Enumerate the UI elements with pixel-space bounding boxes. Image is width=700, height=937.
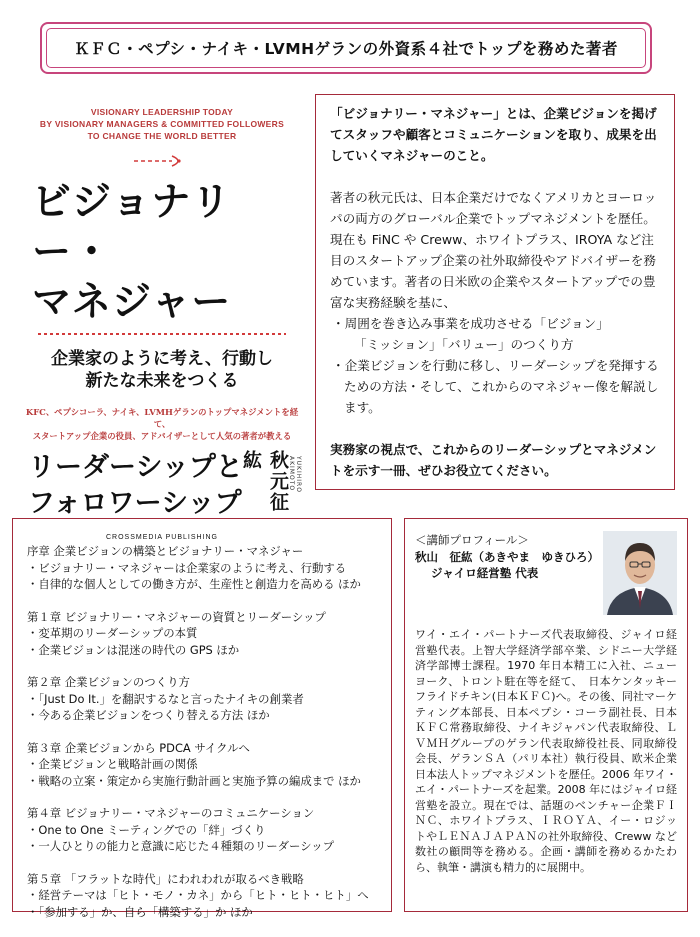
toc-chapter-title: 序章 企業ビジョンの構築とビジョナリー・マネジャー xyxy=(27,544,304,558)
cover-subtitle xyxy=(18,348,306,392)
cover-tagline xyxy=(18,406,306,442)
speaker-portrait xyxy=(603,531,677,615)
profile-heading: ＜講師プロフィール＞ xyxy=(415,533,529,547)
toc-item: ・今ある企業ビジョンをつくり替える方法 ほか xyxy=(27,708,270,722)
toc-chapter xyxy=(27,609,381,659)
cover-english-tagline xyxy=(18,106,306,142)
cover-title-line: マネジャー xyxy=(32,280,232,325)
toc-item: ・自律的な個人としての働き方が、生産性と創造力を高める ほか xyxy=(27,577,361,591)
cover-tagline-line: KFC、ペプシコーラ、ナイキ、LVMHゲランのトップマネジメントを経て、 xyxy=(25,407,299,429)
cover-big-title xyxy=(28,450,243,522)
cover-subtitle-line: 新たな未来をつくる xyxy=(85,371,239,391)
speaker-name: 秋山 征紘（あきやま ゆきひろ） xyxy=(415,549,599,564)
description-box xyxy=(315,94,675,490)
cover-top-line: TO CHANGE THE WORLD BETTER xyxy=(87,131,237,141)
toc-item: ・「参加する」か、自ら「構築する」か ほか xyxy=(27,904,253,919)
toc-item: ・戦略の立案・策定から実施行動計画と実施予算の編成まで ほか xyxy=(27,773,361,788)
cover-author: 秋元征紘 xyxy=(240,450,289,513)
toc-chapter-title: 第５章 「フラットな時代」にわれわれが取るべき戦略 xyxy=(27,871,304,886)
description-bullet: ・企業ビジョンを行動に移し、リーダーシップを発揮するための方法・そして、これからのマネジャー像を解説します。 xyxy=(332,358,659,415)
cover-author-english: YUKIHIRO AKIMOTO xyxy=(288,456,302,493)
speaker-title: ジャイロ経営塾 代表 xyxy=(431,565,539,580)
toc-item: ・企業ビジョンと戦略計画の関係 xyxy=(27,757,198,771)
book-cover xyxy=(18,88,306,541)
cover-top-line: BY VISIONARY MANAGERS & COMMITTED FOLLOWERS xyxy=(39,119,285,129)
cover-top-line: VISIONARY LEADERSHIP TODAY xyxy=(90,107,234,117)
cover-big-line: フォロワーシップ xyxy=(28,488,242,519)
description-bullet-cont: 「ミッション」「バリュー」のつくり方 xyxy=(354,337,574,352)
toc-chapter-title: 第１章 ビジョナリー・マネジャーの資質とリーダーシップ xyxy=(27,609,326,624)
cover-big-line: リーダーシップと xyxy=(28,452,243,483)
description-body: 著者の秋元氏は、日本企業だけでなくアメリカとヨーロッパの両方のグローバル企業でトップマネジメントを歴任。現在も FiNC や Creww、ホワイトプラス、IROYA など注目のスタートアップ企業の社外取締役やアドバイザーを務めています。著者の日米欧の企業やスタートアップでの豊富な実務経験を基に、 xyxy=(330,190,657,310)
toc-item: ・経営テーマは「ヒト・モノ・カネ」から「ヒト・ヒト・ヒト」へ xyxy=(27,888,369,902)
cover-subtitle-line: 企業家のように考え、行動し xyxy=(50,349,274,369)
toc-item: ・一人ひとりの能力と意識に応じた４種類のリーダーシップ xyxy=(27,839,335,853)
toc-item: ・ビジョナリー・マネジャーは企業家のように考え、行動する xyxy=(27,560,347,575)
speaker-profile xyxy=(404,518,688,912)
cover-title xyxy=(18,178,306,328)
cover-divider xyxy=(18,330,306,338)
description-lead: 「ビジョナリー・マネジャー」とは、企業ビジョンを掲げてスタッフや顧客とコミュニケーションを取り、成果を出していくマネジャーのこと。 xyxy=(330,106,657,163)
description-bullet: ・周囲を巻き込み事業を成功させる「ビジョン」 xyxy=(332,316,609,331)
toc-chapter xyxy=(27,805,381,855)
toc-chapter xyxy=(27,674,381,724)
toc-chapter-title: 第４章 ビジョナリー・マネジャーのコミュニケーション xyxy=(27,806,315,820)
toc-chapter xyxy=(27,543,381,593)
eye-arrow-icon xyxy=(132,154,192,168)
toc-chapter xyxy=(27,740,381,790)
toc-chapter-title: 第２章 企業ビジョンのつくり方 xyxy=(27,675,190,689)
speaker-bio: ワイ・エイ・パートナーズ代表取締役、ジャイロ経営塾代表。上智大学経済学部卒業、シドニー大学経済学部博士課程。1970 年日本精工に入社、ニューヨーク、トロント駐在等を経て、 日本ケンタッキーフライドチキン(日本ＫＦＣ)へ。その後、同社マーケティング本部長、日本ペプシ・コーラ副社長、日本ＫＦＣ常務取締役、ナイキジャパン代表取締役、ＬＶＭＨグループのゲラン代表取締役社長、同取締役会長、ゲランＳＡ（パリ本社）執行役員、欧米企業日本法人トップマネジメントを歴任。2006 年ワイ・エイ・パートナーズを起業。2008 年にはジャイロ経営塾を設立。現在では、話題のベンチャー企業ＦＩＮＣ、ホワイトプラス、ＩＲＯＹＡ、イー・ロジットやＬＥＮＡＪＡＰＡＮの社外取締役、Creww など数社の顧問等を務める。企画・講師を務めるかたわら、執筆・講演も精力的に展開中。 xyxy=(415,628,677,874)
toc-item: ・企業ビジョンは混迷の時代の GPS ほか xyxy=(27,642,240,657)
toc-chapter xyxy=(27,871,381,921)
cover-tagline-line: スタートアップ企業の役員、アドバイザーとして人気の著者が教える xyxy=(32,431,292,441)
description-closing: 実務家の視点で、これからのリーダーシップとマネジメントを示す一冊、ぜひお役立てください。 xyxy=(330,442,657,478)
toc-item: ・「Just Do It.」を翻訳するなと言ったナイキの創業者 xyxy=(27,691,304,706)
cover-title-line: ビジョナリー・ xyxy=(32,180,232,275)
cover-publisher: CROSSMEDIA PUBLISHING xyxy=(105,534,219,541)
person-photo-icon xyxy=(603,531,677,615)
table-of-contents xyxy=(12,518,392,919)
toc-item: ・変革期のリーダーシップの本質 xyxy=(27,626,198,640)
toc-chapter-title: 第３章 企業ビジョンから PDCA サイクルへ xyxy=(27,740,250,755)
headline-text: ＫＦＣ・ペプシ・ナイキ・LVMHゲランの外資系４社でトップを務めた著者 xyxy=(46,28,646,68)
headline-banner xyxy=(40,22,652,74)
toc-item: ・One to One ミーティングでの「絆」づくり xyxy=(27,822,266,837)
